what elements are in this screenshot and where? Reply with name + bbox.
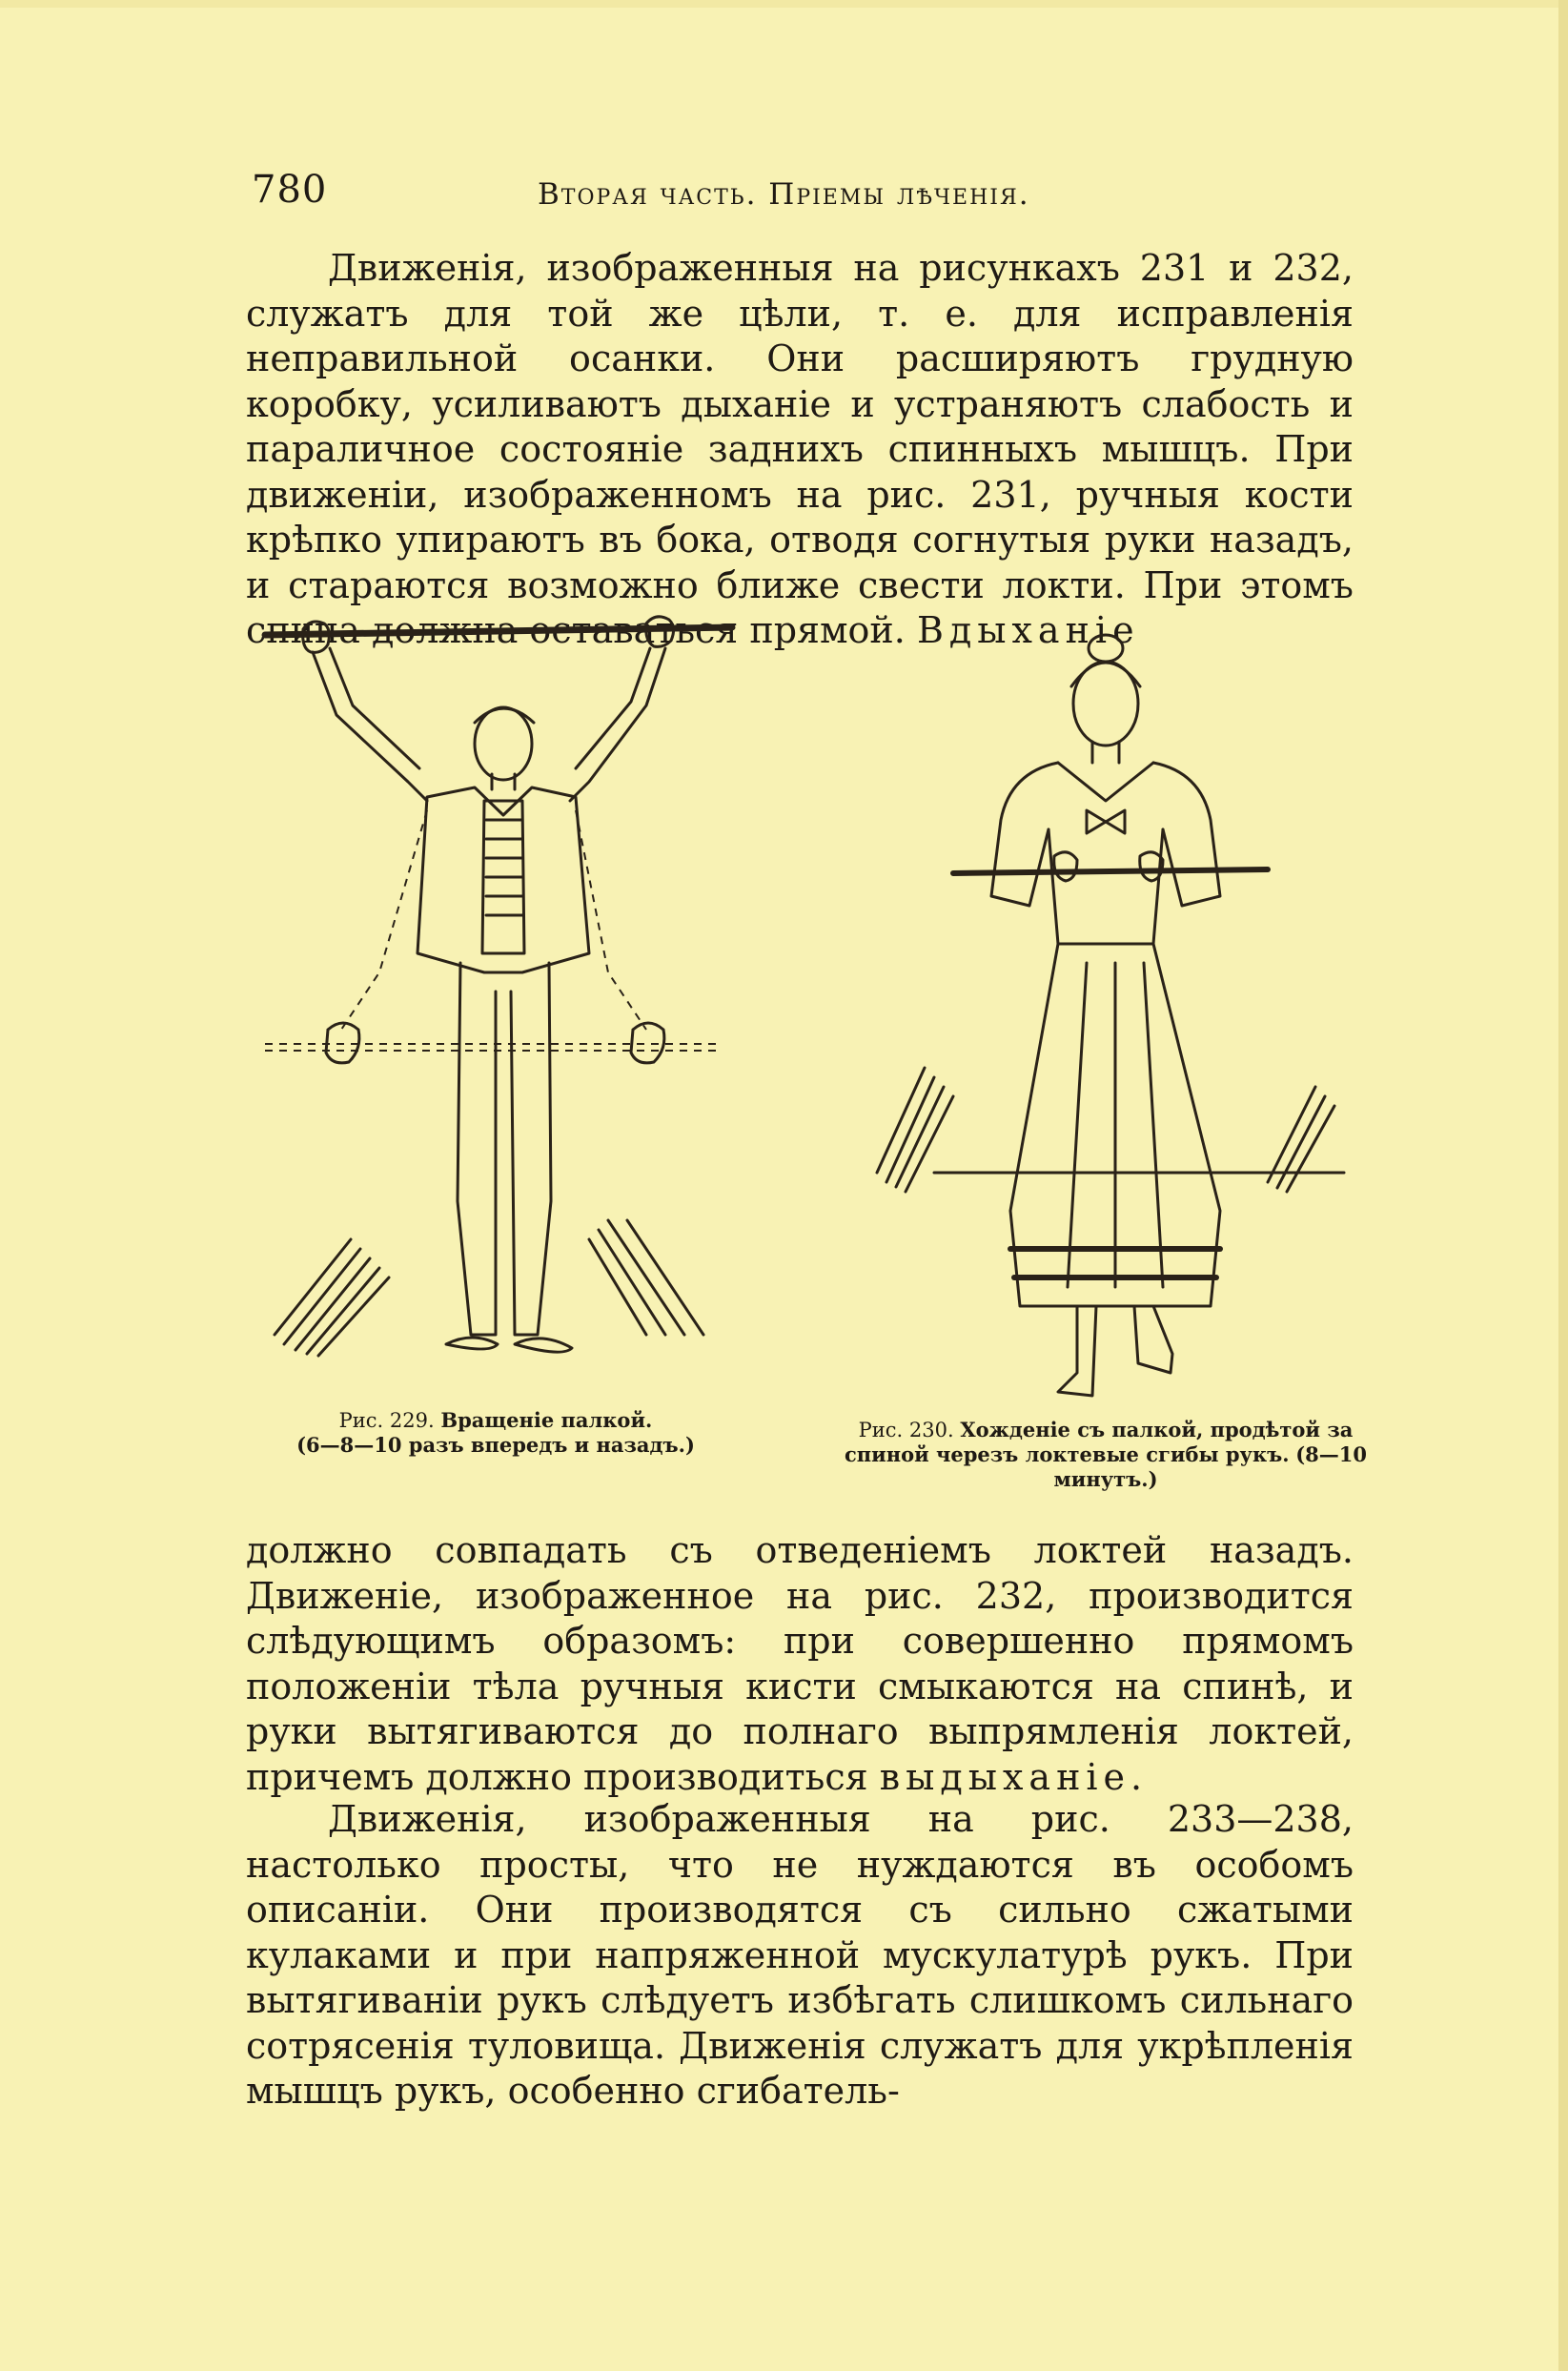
paragraph-1-text: Движенія, изображенныя на рисункахъ 231 и 232, служатъ для той же цѣли, т. е. для исправленія неправильной осанки. Они расширяютъ грудную коробку, усиливаютъ дыханіе и устраняютъ слабость и параличное состояніе заднихъ спинныхъ мышцъ. При движеніи, изображенномъ на рис. 231, ручныя кости крѣпко упираютъ въ бока, отводя согнутыя руки назадъ, и стараются возможно ближе свести локти. При этомъ спина должна оставаться прямой. bbox=[246, 247, 1354, 651]
figure-230-number: Рис. 230. bbox=[858, 1419, 954, 1441]
page-number: 780 bbox=[252, 168, 328, 212]
figure-229-illustration bbox=[246, 610, 742, 1401]
running-head: Вторая часть. Пріемы лѣченія. bbox=[538, 177, 1030, 212]
page-top-edge bbox=[0, 0, 1568, 8]
paragraph-1-spaced-word: Вдыханіе bbox=[916, 609, 1140, 651]
paragraph-2-spaced-word: выдыханіе. bbox=[879, 1755, 1149, 1798]
figure-230-note: (8—10 минутъ.) bbox=[1053, 1442, 1368, 1491]
paragraph-3: Движенія, изображенныя на рис. 233—238, настолько просты, что не нуждаются въ особомъ описаніи. Они производятся съ сильно сжатыми кулаками и при напряженной мускулатурѣ рукъ. При вытягиваніи рукъ слѣдуетъ избѣгать слишкомъ сильнаго сотрясенія туловища. Движенія служатъ для укрѣпленія мышцъ рукъ, особенно сгибатель- bbox=[246, 1798, 1354, 2112]
paragraph-2 bbox=[246, 1528, 1354, 1800]
figure-230-illustration bbox=[867, 620, 1363, 1411]
figure-230-title: Хожденіе съ палкой, продѣтой за спиной черезъ локтевые сгибы рукъ. bbox=[844, 1418, 1354, 1466]
paragraph-1 bbox=[246, 246, 1354, 654]
page-header bbox=[252, 160, 1357, 217]
page-right-edge bbox=[1558, 0, 1568, 2371]
figure-230-caption bbox=[839, 1418, 1373, 1492]
figure-229-number: Рис. 229. bbox=[338, 1409, 435, 1432]
woman-with-stick-drawing bbox=[867, 620, 1363, 1411]
paragraph-2-text: должно совпадать съ отведеніемъ локтей назадъ. Движеніе, изображенное на рис. 232, производится слѣдующимъ образомъ: при совершенно прямомъ положеніи тѣла ручныя кисти смыкаются на спинѣ, и руки вытягиваются до полнаго выпрямленія локтей, причемъ должно производиться bbox=[246, 1529, 1354, 1798]
man-with-stick-drawing bbox=[246, 610, 742, 1401]
figure-229-caption-line1 bbox=[276, 1408, 715, 1433]
figure-229-note: (6—8—10 разъ впередъ и назадъ.) bbox=[296, 1433, 695, 1457]
figure-229-caption bbox=[276, 1408, 715, 1457]
figure-229-title: Вращеніе палкой. bbox=[440, 1408, 653, 1432]
